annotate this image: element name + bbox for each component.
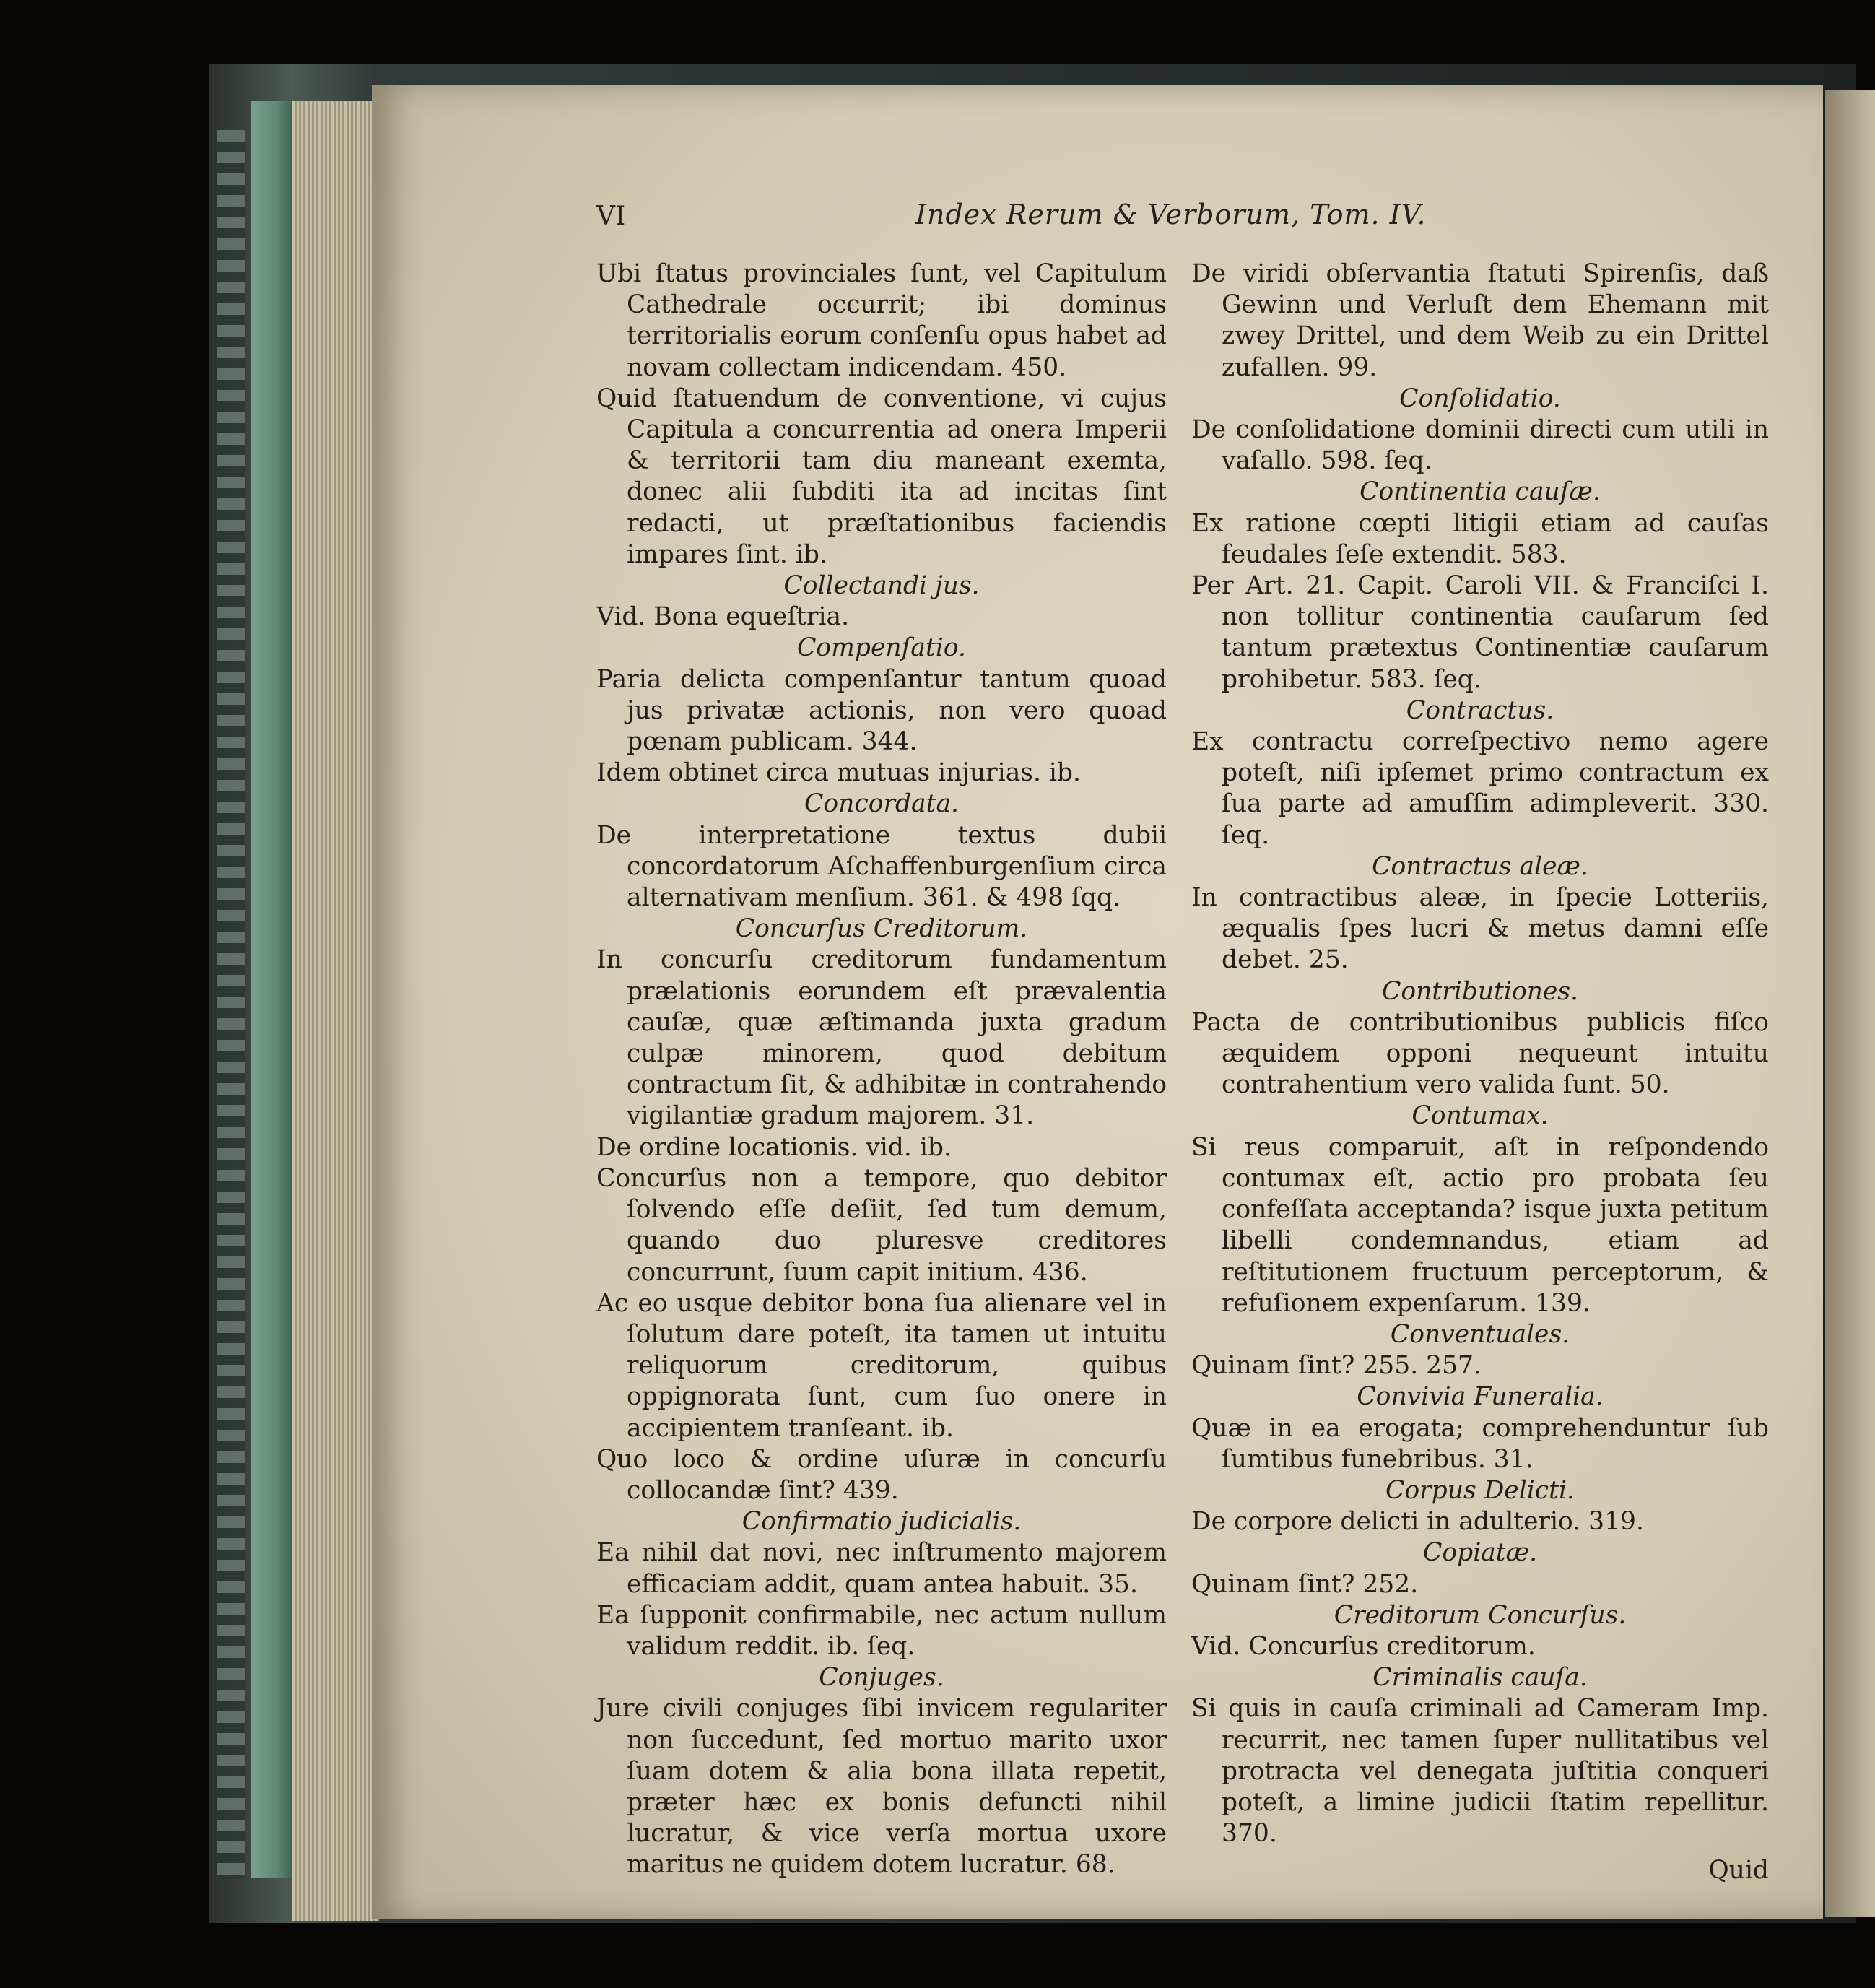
index-entry: De viridi obſervantia ſtatuti Spirenſis, daß Gewinn und Verluſt dem Ehemann mit zwey Drittel, und dem Weib zu ein Drittel zufallen. 99. bbox=[1191, 259, 1769, 382]
index-heading: Concurſus Creditorum. bbox=[735, 914, 1028, 944]
index-entry: Ex contractu correſpectivo nemo agere poteſt, niſi ipſemet primo contractum ex ſua parte ad amuſſim adimpleverit. 330. ſeq. bbox=[1191, 727, 1769, 850]
index-heading: Corpus Delicti. bbox=[1385, 1475, 1575, 1505]
index-heading: Contributiones. bbox=[1381, 976, 1579, 1006]
index-entry: De corpore delicti in adulterio. 319. bbox=[1191, 1507, 1644, 1537]
page-stack-edges bbox=[292, 101, 379, 1921]
index-heading: Confirmatio judicialis. bbox=[741, 1507, 1022, 1537]
facing-page-edge bbox=[1825, 90, 1875, 1917]
index-heading: Conjuges. bbox=[819, 1663, 944, 1693]
index-entry: Ac eo usque debitor bona ſua alienare vel in ſolutum dare poteſt, ita tamen ut intuitu reliquorum creditorum, quibus oppignorata ſunt, cum ſuo onere in accipientem tranſeant. ib. bbox=[596, 1288, 1167, 1443]
catchword: Quid bbox=[1708, 1856, 1769, 1885]
index-entry: Paria delicta compenſantur tantum quoad jus privatæ actionis, non vero quoad pœnam publicam. 344. bbox=[596, 664, 1167, 757]
index-heading: Conſolidatio. bbox=[1399, 383, 1561, 413]
index-entry: Vid. Bona equeſtria. bbox=[596, 602, 850, 632]
index-heading: Creditorum Concurſus. bbox=[1334, 1600, 1627, 1630]
index-entry: In concurſu creditorum fundamentum prælationis eorundem eſt prævalentia cauſæ, quæ æſtimanda juxta gradum culpæ minorem, quod debitum contractum ſit, & adhibitæ in contrahendo vigilantiæ gradum majorem. 31. bbox=[596, 945, 1167, 1131]
index-entry: Ea nihil dat novi, nec inſtrumento majorem efficaciam addit, quam antea habuit. 35. bbox=[596, 1538, 1167, 1599]
spine-pattern bbox=[217, 130, 245, 1878]
index-entry: Quid ſtatuendum de conventione, vi cujus Capitula a concurrentia ad onera Imperii & territorii tam diu maneant exemta, donec alii ſubditi ita ad incitas ſint redacti, ut præſtationibus faciendis impares ſint. ib. bbox=[596, 383, 1167, 569]
index-heading: Contractus. bbox=[1406, 695, 1554, 725]
index-entry: Quinam ſint? 255. 257. bbox=[1191, 1351, 1482, 1381]
index-heading: Concordata. bbox=[804, 789, 960, 819]
page-number: VI bbox=[596, 201, 626, 231]
index-heading: Collectandi jus. bbox=[783, 571, 980, 601]
index-entry: In contractibus aleæ, in ſpecie Lotteriis, æqualis ſpes lucri & metus damni eſſe debet. 25. bbox=[1191, 883, 1769, 975]
index-heading: Contumax. bbox=[1411, 1101, 1549, 1131]
left-column bbox=[596, 259, 1167, 1881]
index-entry: Concurſus non a tempore, quo debitor ſolvendo eſſe deſiit, ſed tum demum, quando duo pluresve creditores concurrunt, ſuum capit initium. 436. bbox=[596, 1163, 1167, 1287]
index-entry: Per Art. 21. Capit. Caroli VII. & Franciſci I. non tollitur continentia cauſarum ſed tantum prætextus Continentiæ cauſarum prohibetur. 583. ſeq. bbox=[1191, 571, 1769, 694]
index-heading: Copiatæ. bbox=[1422, 1538, 1538, 1568]
index-entry: Ea ſupponit confirmabile, nec actum nullum validum reddit. ib. ſeq. bbox=[596, 1600, 1167, 1661]
index-entry: Ubi ſtatus provinciales ſunt, vel Capitulum Cathedrale occurrit; ibi dominus territorialis eorum conſenſu opus habet ad novam collectam indicendam. 450. bbox=[596, 259, 1167, 382]
running-title: Index Rerum & Verborum, Tom. IV. bbox=[915, 199, 1427, 230]
index-entry: Quæ in ea erogata; comprehenduntur ſub ſumtibus funebribus. 31. bbox=[1191, 1413, 1769, 1474]
index-entry: De interpretatione textus dubii concordatorum Aſchaffenburgenſium circa alternativam menſium. 361. & 498 ſqq. bbox=[596, 820, 1167, 913]
index-entry: De conſolidatione dominii directi cum utili in vaſallo. 598. ſeq. bbox=[1191, 415, 1769, 476]
index-entry: Quinam ſint? 252. bbox=[1191, 1569, 1419, 1599]
index-heading: Convivia Funeralia. bbox=[1357, 1382, 1604, 1412]
index-entry: De ordine locationis. vid. ib. bbox=[596, 1132, 952, 1162]
index-heading: Continentia cauſæ. bbox=[1360, 477, 1601, 507]
index-heading: Criminalis cauſa. bbox=[1372, 1663, 1588, 1693]
index-entry: Pacta de contributionibus publicis fiſco æquidem opponi nequeunt intuitu contrahentium vero valida ſunt. 50. bbox=[1191, 1007, 1769, 1100]
index-heading: Conventuales. bbox=[1390, 1319, 1570, 1349]
right-column bbox=[1191, 259, 1769, 1887]
index-entry: Ex ratione cœpti litigii etiam ad cauſas feudales ſeſe extendit. 583. bbox=[1191, 508, 1769, 569]
index-entry: Jure civili conjuges ſibi invicem regulariter non ſuccedunt, ſed mortuo marito uxor ſuam dotem & alia bona illata repetit, præter hæc ex bonis defuncti nihil lucratur, & vice verſa mortua uxore maritus ne quidem dotem lucratur. 68. bbox=[596, 1694, 1167, 1880]
index-entry: Idem obtinet circa mutuas injurias. ib. bbox=[596, 758, 1081, 788]
index-entry: Si reus comparuit, aſt in reſpondendo contumax eſt, actio pro probata ſeu confeſſata acceptanda? isque juxta petitum libelli condemnandus, etiam ad reſtitutionem fructuum perceptorum, & refuſionem expenſarum. 139. bbox=[1191, 1132, 1769, 1318]
index-heading: Compenſatio. bbox=[797, 633, 966, 663]
index-entry: Vid. Concurſus creditorum. bbox=[1191, 1631, 1536, 1661]
index-heading: Contractus aleæ. bbox=[1372, 851, 1588, 881]
index-entry: Quo loco & ordine uſuræ in concurſu collocandæ ſint? 439. bbox=[596, 1444, 1167, 1505]
green-page-edge bbox=[251, 101, 293, 1878]
index-entry: Si quis in cauſa criminali ad Cameram Imp. recurrit, nec tamen ſuper nullitatibus vel protracta vel denegata juſtitia conqueri poteſt, a limine judicii ſtatim repellitur. 370. bbox=[1191, 1694, 1769, 1849]
